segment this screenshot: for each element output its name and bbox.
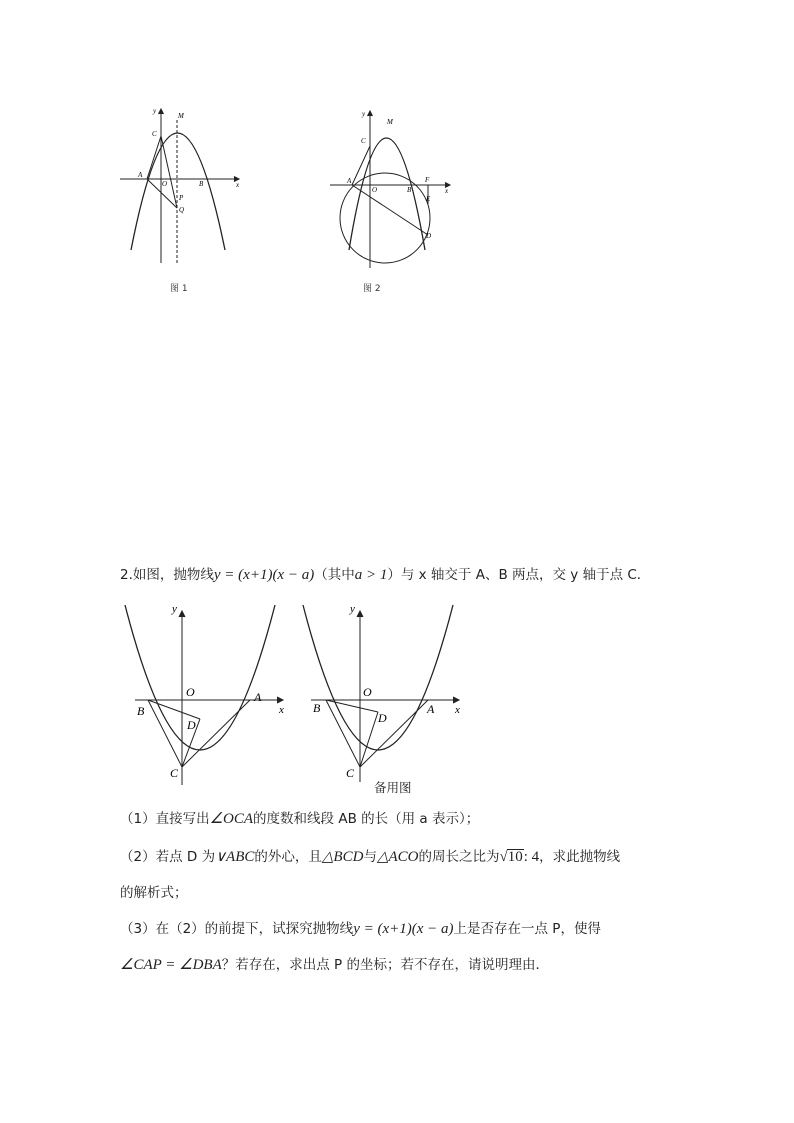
spare-label-A: A (427, 702, 435, 716)
fig1-label-x: x (236, 181, 240, 189)
fig2-y-arrow (368, 111, 373, 116)
question-1: （1）直接写出∠OCA的度数和线段 AB 的长（用 a 表示）； (120, 811, 480, 827)
problem2-graph-main (120, 600, 295, 790)
graph-label-O: O (186, 685, 195, 699)
spare-graph-caption: 备用图 (374, 780, 412, 795)
problem2-statement: 2.如图，抛物线y = (x+1)(x − a)（其中a > 1）与 x 轴交于 A、B 两点，交 y 轴于点 C． (120, 567, 651, 583)
spare-x-arrow (453, 697, 459, 703)
graph-label-D: D (187, 718, 196, 732)
fig1-parabola (131, 133, 225, 250)
spare-label-D: D (378, 711, 387, 725)
fig2-label-F: F (425, 176, 430, 184)
fig1-y-arrow (159, 109, 164, 114)
fig1-label-B: B (199, 180, 204, 188)
fig1-label-C: C (152, 130, 157, 138)
spare-y-arrow (357, 611, 363, 617)
fig1-label-O: O (162, 180, 168, 188)
fig2-label-x: x (445, 187, 449, 195)
spare-label-x: x (455, 704, 460, 716)
figure-1 (110, 100, 250, 270)
fig2-label-A: A (347, 177, 352, 185)
spare-parabola (303, 605, 453, 750)
graph-label-C: C (170, 766, 179, 780)
fig2-parabola (349, 138, 425, 250)
spare-label-C: C (346, 766, 355, 780)
fig2-label-D: D (426, 232, 432, 240)
spare-label-y: y (350, 603, 355, 615)
fig1-label-P: P (179, 194, 184, 202)
graph-label-A: A (254, 690, 262, 704)
fig2-label-E: E (426, 195, 431, 203)
fig2-label-M: M (387, 118, 393, 126)
graph-label-x: x (279, 704, 284, 716)
spare-label-B: B (313, 701, 321, 715)
graph-y-arrow (179, 611, 185, 617)
graph-label-B: B (137, 704, 145, 718)
fig2-label-y: y (362, 110, 366, 118)
fig2-label-B: B (407, 186, 412, 194)
spare-label-O: O (363, 685, 372, 699)
figure-2 (325, 100, 460, 275)
question-3-line2: ∠CAP = ∠DBA？若存在，求出点 P 的坐标；若不存在，请说明理由． (120, 957, 549, 973)
fig1-label-y: y (153, 107, 157, 115)
fig2-label-O: O (372, 186, 378, 194)
fig1-caption: 图 1 (170, 284, 188, 294)
question-2-line2: 的解析式； (120, 885, 188, 901)
question-3: （3）在（2）的前提下，试探究抛物线y = (x+1)(x − a)上是否存在一点 P，使得 (120, 921, 601, 937)
graph-parabola (125, 605, 275, 750)
graph-x-arrow (277, 697, 283, 703)
question-2: （2）若点 D 为∨ABC的外心，且△BCD与△ACO的周长之比为√10: 4，求此抛物线 (120, 849, 621, 865)
fig1-label-M: M (178, 112, 184, 120)
fig2-caption: 图 2 (363, 284, 381, 294)
sqrt-radicand: 10 (507, 849, 523, 865)
fig1-label-Q: Q (179, 206, 185, 214)
fig2-label-C: C (361, 137, 366, 145)
problem2-graph-spare (298, 600, 473, 790)
graph-label-y: y (172, 603, 177, 615)
fig1-label-A: A (138, 171, 143, 179)
